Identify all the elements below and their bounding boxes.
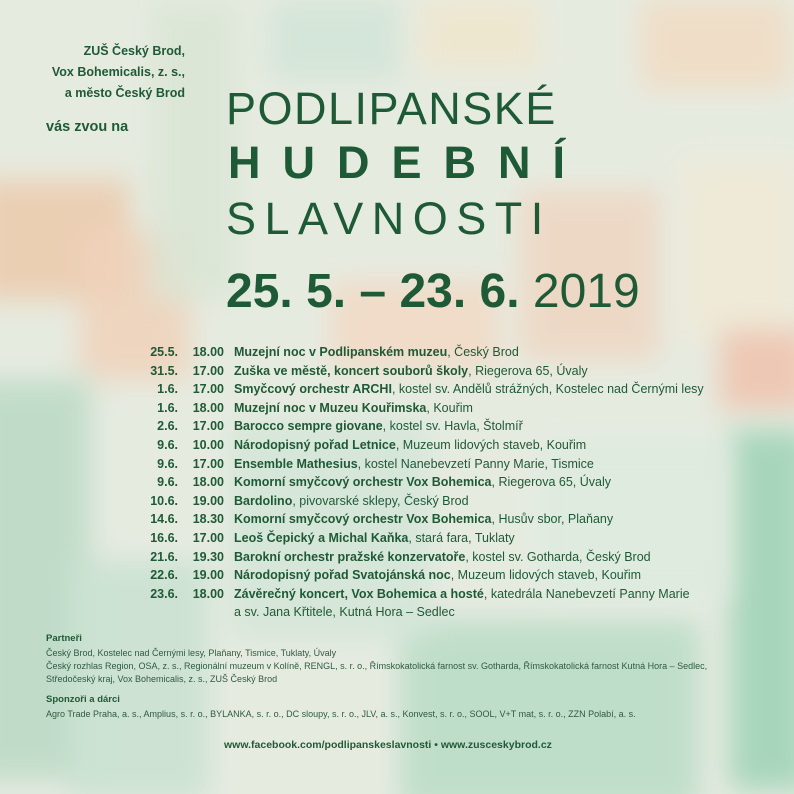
program-row [100, 380, 790, 399]
event-date: 23.6. [150, 586, 178, 601]
event-date: 16.6. [150, 530, 178, 545]
event-date: 31.5. [150, 363, 178, 378]
event-title: Komorní smyčcový orchestr Vox Bohemica [234, 475, 492, 490]
program-row [100, 566, 790, 585]
event-title: Leoš Čepický a Michal Kaňka [234, 530, 409, 545]
event-date: 21.6. [150, 549, 178, 564]
event-venue: , Kouřim [426, 400, 473, 415]
event-title: Barocco sempre giovane [234, 419, 383, 434]
program-row [100, 399, 790, 418]
event-date: 22.6. [150, 568, 178, 583]
event-date: 10.6. [150, 493, 178, 508]
event-venue-continued: a sv. Jana Křtitele, Kutná Hora – Sedlec [234, 605, 455, 620]
event-time: 10.00 [192, 437, 224, 452]
event-date: 1.6. [157, 382, 178, 397]
date-range: 25. 5. – 23. 6. [226, 265, 520, 318]
program-row [100, 492, 790, 511]
event-time: 17.00 [192, 456, 224, 471]
festival-title-line1: PODLIPANSKÉ [226, 83, 557, 134]
program-row [100, 510, 790, 529]
event-date: 2.6. [157, 419, 178, 434]
partners-heading: Partneři [46, 633, 82, 644]
program-row [100, 548, 790, 567]
event-venue: , kostel Nanebevzetí Panny Marie, Tismice [357, 456, 594, 471]
program-row [100, 473, 790, 492]
festival-dates [226, 266, 640, 318]
event-title: Národopisný pořad Svatojánská noc [234, 568, 451, 583]
event-venue: , stará fara, Tuklaty [408, 530, 515, 545]
event-venue: , pivovarské sklepy, Český Brod [292, 493, 469, 508]
event-venue: , Muzeum lidových staveb, Kouřim [395, 437, 587, 452]
event-time: 18.00 [192, 345, 224, 359]
event-venue: , katedrála Nanebevzetí Panny Marie [483, 586, 690, 601]
event-time: 18.30 [192, 512, 224, 527]
event-venue: , kostel sv. Havla, Štolmíř [382, 419, 523, 434]
event-date: 1.6. [157, 400, 178, 415]
program-row [100, 529, 790, 548]
event-title: Bardolino [234, 493, 293, 508]
web-links: www.facebook.com/podlipanskeslavnosti • www.zusceskybrod.cz [224, 739, 552, 751]
event-venue: , Riegerova 65, Úvaly [468, 363, 588, 378]
invite-text: vás zvou na [46, 119, 129, 135]
festival-year: 2019 [532, 265, 640, 318]
program-row [100, 455, 790, 474]
program-row [100, 362, 790, 381]
event-time: 19.00 [192, 568, 224, 583]
event-title: Komorní smyčcový orchestr Vox Bohemica [234, 512, 492, 527]
event-venue: , kostel sv. Andělů strážných, Kostelec nad Černými lesy [391, 382, 704, 397]
event-title: Ensemble Mathesius [234, 456, 358, 471]
program-row [100, 585, 790, 604]
sponsors-line: Agro Trade Praha, a. s., Amplius, s. r. o., BYLANKA, s. r. o., DC sloupy, s. r. o., JLV, a. s., Konvest, s. r. o., SOOL, V+T mat, s. r. o., ZZN Polabí, a. s. [46, 709, 636, 719]
event-venue: , Český Brod [447, 345, 519, 359]
partners-line: Český Brod, Kostelec nad Černými lesy, Plaňany, Tismice, Tuklaty, Úvaly [46, 648, 337, 658]
event-time: 19.00 [192, 493, 224, 508]
event-title: Zuška ve městě, koncert souborů školy [234, 363, 469, 378]
event-venue: , kostel sv. Gotharda, Český Brod [465, 549, 651, 564]
event-time: 19.30 [192, 549, 224, 564]
event-time: 17.00 [192, 363, 224, 378]
event-date: 9.6. [157, 456, 178, 471]
event-date: 9.6. [157, 475, 178, 490]
event-time: 17.00 [192, 382, 224, 397]
event-venue: , Husův sbor, Plaňany [491, 512, 614, 527]
program-row [100, 436, 790, 455]
program-row [100, 343, 790, 362]
organizer-line: Vox Bohemicalis, z. s., [51, 65, 185, 79]
partners-line: Český rozhlas Region, OSA, z. s., Regionální muzeum v Kolíně, RENGL, s. r. o., Římskokatolická farnost sv. Gotharda, Římskokatolická farnost Kutná Hora – Sedlec, [46, 661, 708, 671]
event-time: 18.00 [192, 475, 224, 490]
event-venue: , Muzeum lidových staveb, Kouřim [450, 568, 642, 583]
event-title: Závěrečný koncert, Vox Bohemica a hosté [234, 586, 484, 601]
event-title: Muzejní noc v Podlipanském muzeu [234, 345, 448, 359]
organizer-line: ZUŠ Český Brod, [83, 44, 185, 58]
event-date: 25.5. [150, 345, 178, 359]
event-date: 9.6. [157, 437, 178, 452]
event-date: 14.6. [150, 512, 178, 527]
event-time: 18.00 [192, 586, 224, 601]
event-time: 17.00 [192, 530, 224, 545]
event-title: Barokní orchestr pražské konzervatoře [234, 549, 466, 564]
event-time: 17.00 [192, 419, 224, 434]
event-title: Muzejní noc v Muzeu Kouřimska [234, 400, 427, 415]
event-title: Národopisný pořad Letnice [234, 437, 396, 452]
program-list [100, 343, 790, 622]
program-row-continuation [100, 603, 790, 622]
sponsors-heading: Sponzoři a dárci [46, 694, 120, 705]
event-time: 18.00 [192, 400, 224, 415]
program-row [100, 417, 790, 436]
event-venue: , Riegerova 65, Úvaly [491, 475, 612, 490]
festival-title-line2: HUDEBNÍ [228, 137, 588, 188]
partners-line: Středočeský kraj, Vox Bohemicalis, z. s., ZUŠ Český Brod [46, 674, 278, 684]
festival-title-line3: SLAVNOSTI [226, 193, 552, 244]
organizer-line: a město Český Brod [64, 86, 185, 100]
event-title: Smyčcový orchestr ARCHI [234, 382, 392, 397]
